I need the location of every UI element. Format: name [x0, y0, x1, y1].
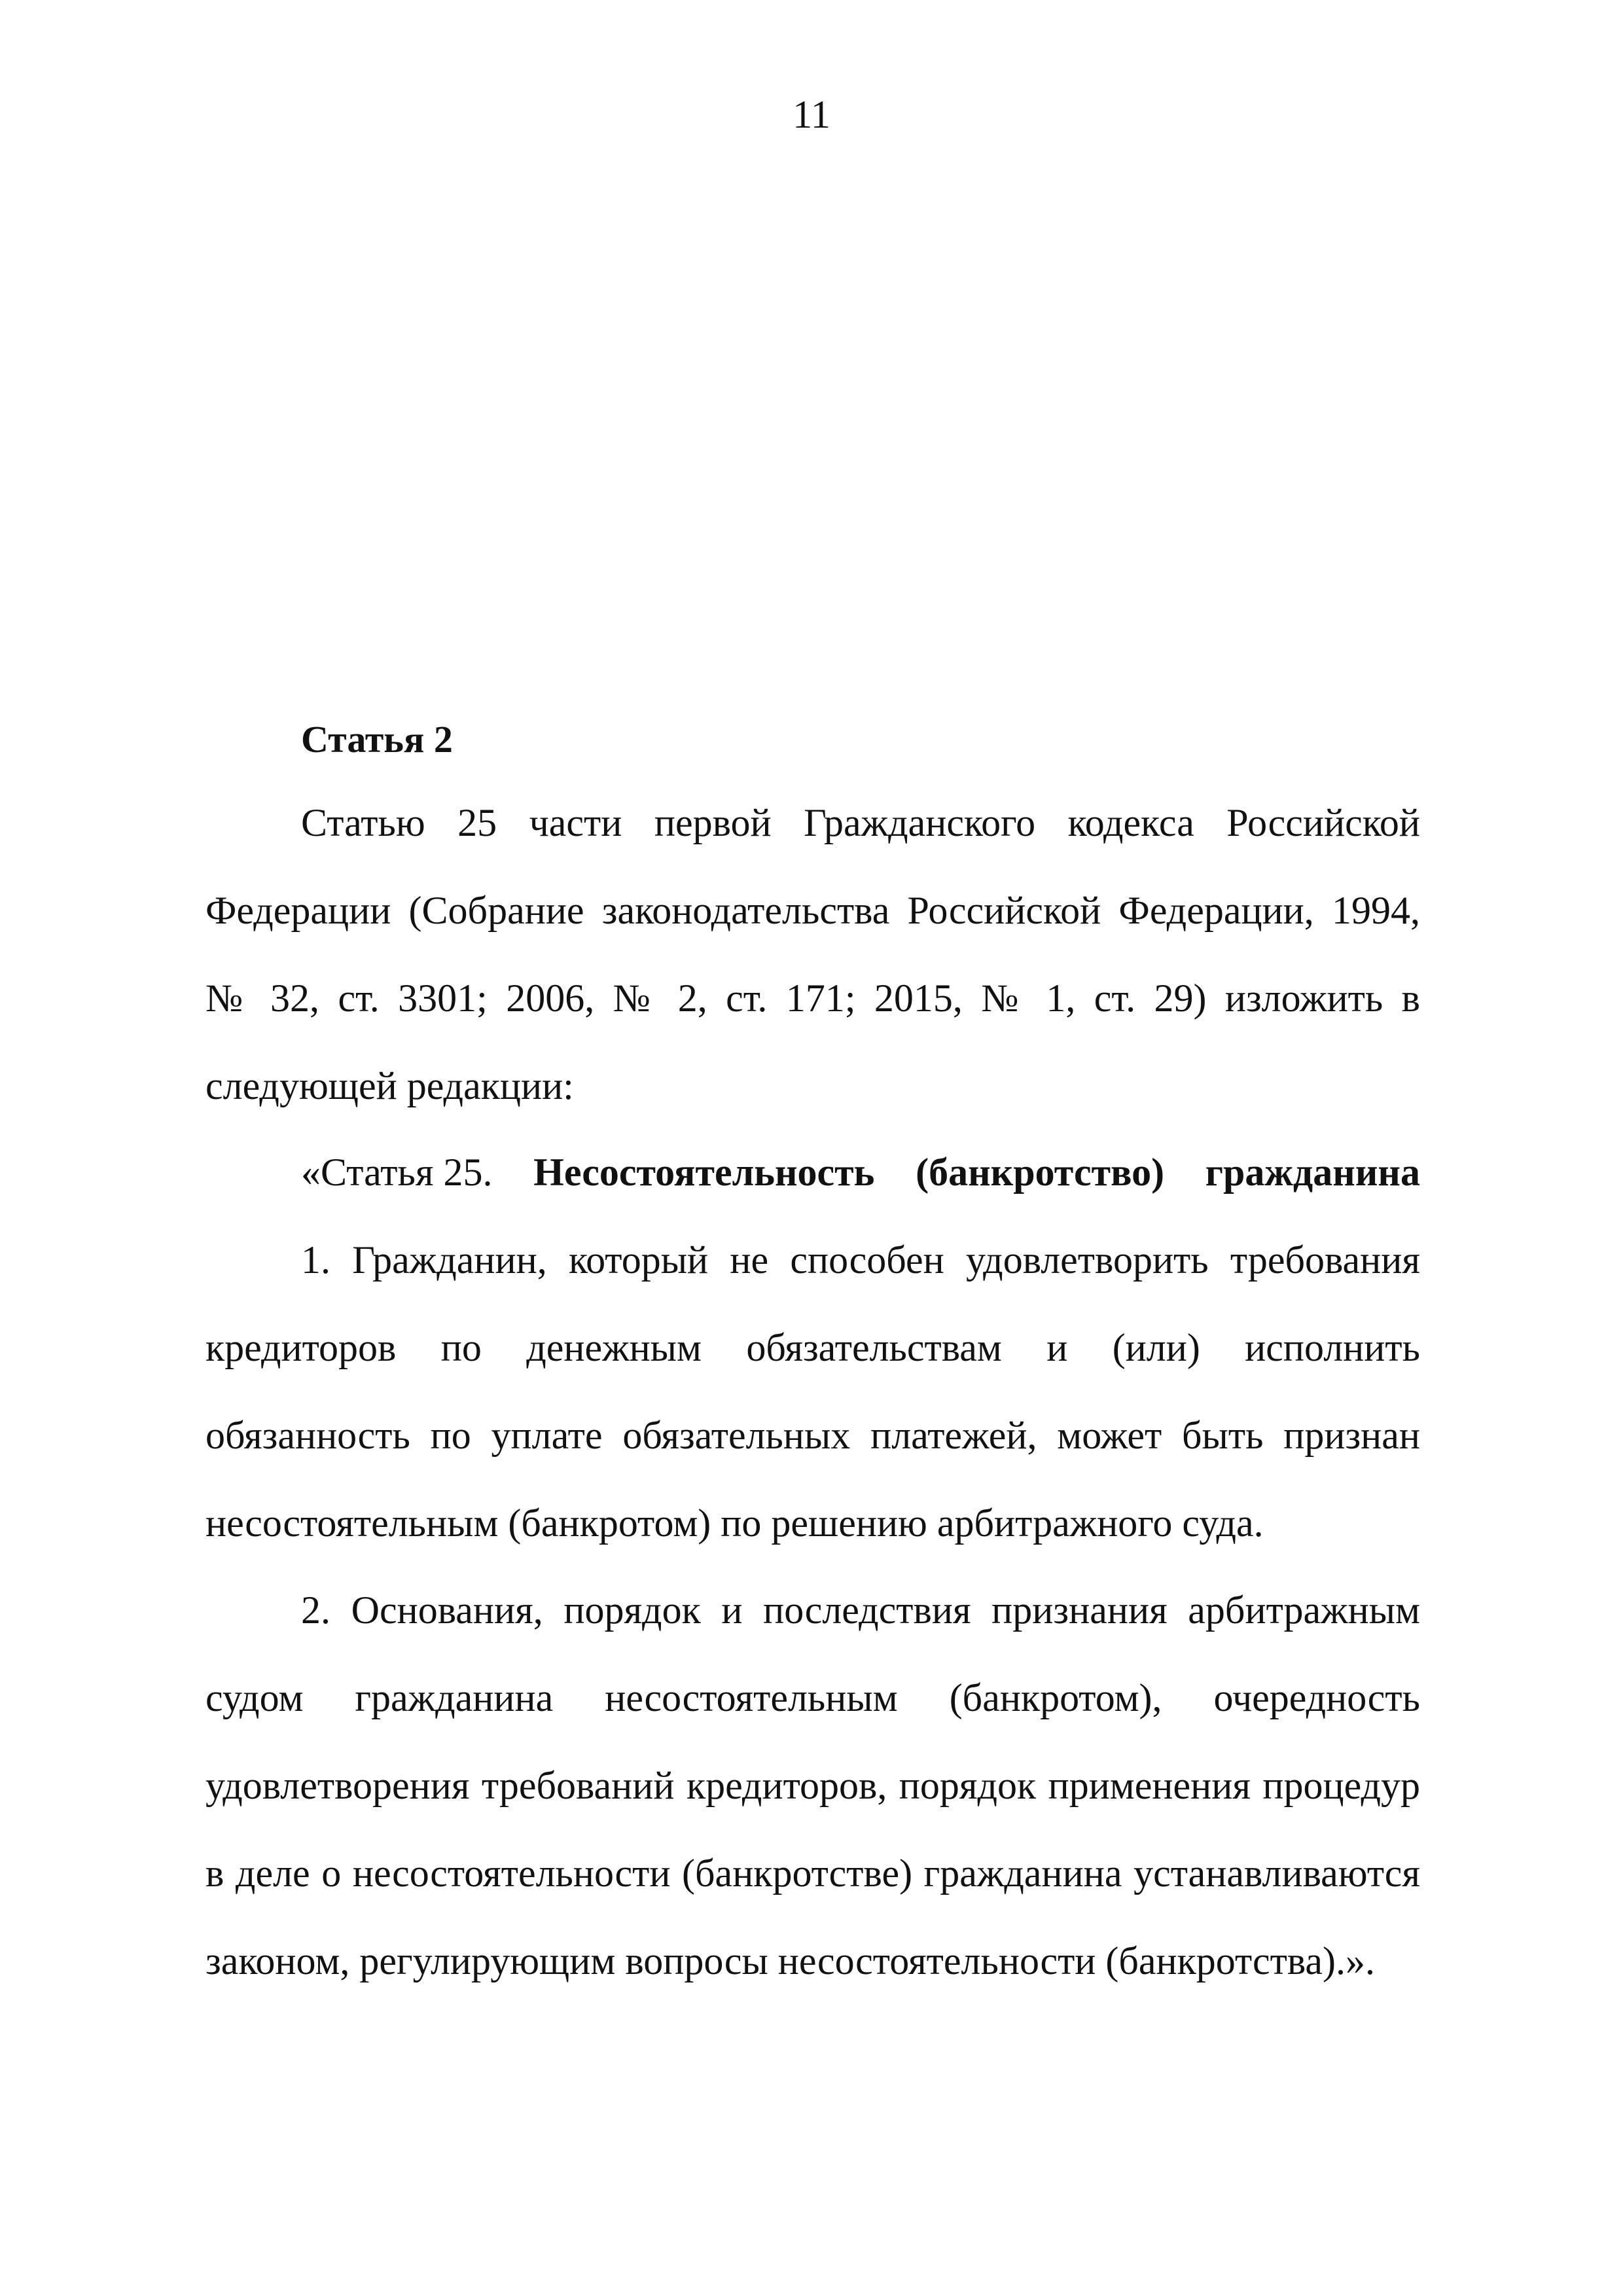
page-number: 11 — [793, 93, 830, 136]
clause-1-paragraph: 1. Гражданин, который не способен удовлетворить требования кредиторов по денежным обязательствам и (или) исполнить обязанность по уплате обязательных платежей, может быть признан несостоятельным (банкротом) по решению арбитражного суда. — [205, 1238, 1420, 1545]
quoted-article-prefix: «Статья 25. — [301, 1151, 493, 1194]
quoted-article-title-word-3: гражданина — [1205, 1151, 1420, 1194]
quoted-article-title-word-1: Несостоятельность — [533, 1151, 875, 1194]
quoted-article-heading — [205, 1128, 1420, 1216]
intro-paragraph: Статью 25 части первой Гражданского кодекса Российской Федерации (Собрание законодательства Российской Федерации, 1994, № 32, ст. 3301; 2006, № 2, ст. 171; 2015, № 1, ст. 29) изложить в следующей редакции: — [205, 801, 1420, 1107]
article-heading: Статья 2 — [301, 718, 453, 761]
quoted-article-title-word-2: (банкротство) — [916, 1151, 1165, 1194]
clause-2-paragraph: 2. Основания, порядок и последствия признания арбитражным судом гражданина несостоятельным (банкротом), очередность удовлетворения требований кредиторов, порядок применения процедур в деле о несостоятельности (банкротстве) гражданина устанавливаются законом, регулирующим вопросы несостоятельности (банкротства).». — [205, 1588, 1420, 1982]
